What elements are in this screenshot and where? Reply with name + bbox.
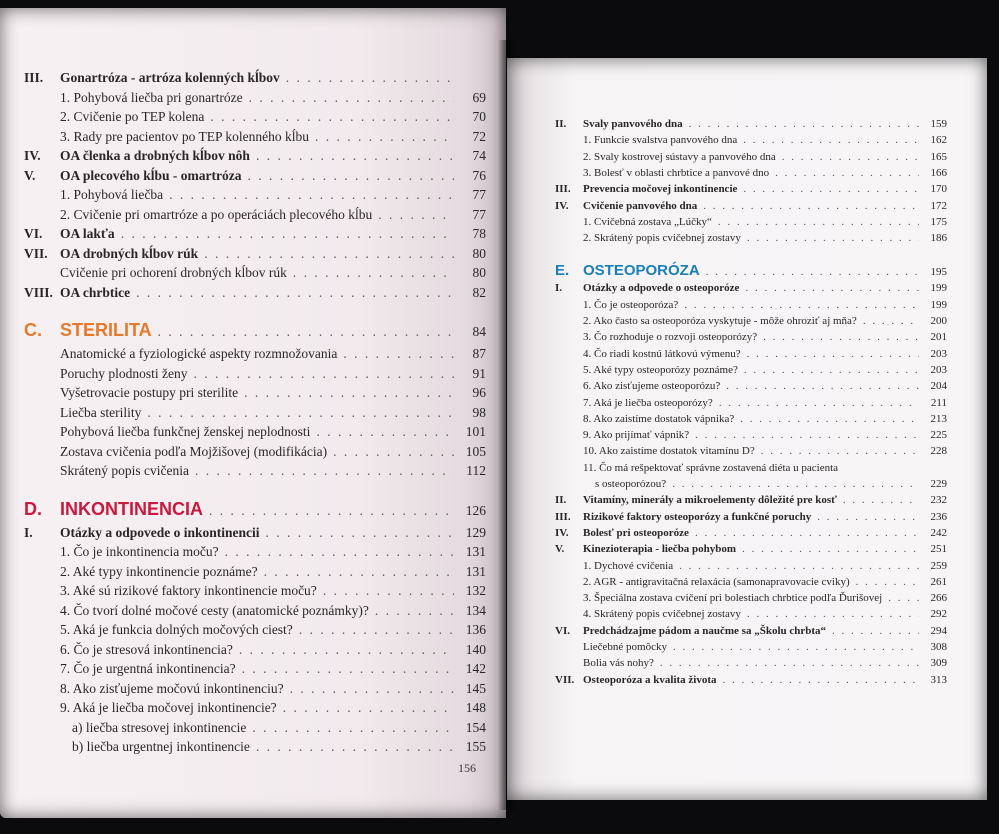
- toc-entry-page: 145: [465, 680, 486, 696]
- toc-leader-dots: [761, 445, 919, 457]
- toc-entry-title: 1. Dychové cvičenia: [583, 559, 674, 572]
- toc-entry: [24, 385, 486, 401]
- toc-entry-title: Cvičenie panvového dna: [583, 199, 698, 212]
- toc-entry-title: STERILITA: [60, 320, 152, 340]
- toc-entry: [24, 499, 486, 520]
- toc-leader-dots: [832, 625, 919, 637]
- toc-entry-page: 126: [465, 502, 486, 518]
- toc-entry: [24, 70, 486, 86]
- toc-leader-dots: [745, 282, 919, 294]
- toc-entry-number: IV.: [555, 526, 569, 539]
- toc-entry: [24, 603, 486, 619]
- toc-entry: [24, 525, 486, 541]
- toc-entry-title: Vitamíny, minerály a mikroelementy dôležité pre kosť: [583, 494, 837, 507]
- toc-entry: [555, 413, 947, 425]
- toc-entry-title: 9. Ako prijímať vápnik?: [583, 429, 690, 442]
- toc-entry-page: 101: [465, 424, 486, 439]
- toc-entry-title: 2. Cvičenie po TEP kolena: [60, 109, 205, 124]
- toc-leader-dots: [863, 315, 919, 327]
- toc-entry-title: 3. Špeciálna zostava cvičení pri bolestiach chrbtice podľa Ďurišovej: [583, 592, 883, 605]
- toc-leader-dots: [742, 543, 919, 555]
- toc-entry-title: 1. Čo je osteoporóza?: [583, 298, 679, 311]
- toc-entry: [24, 583, 486, 599]
- toc-entry: [24, 129, 486, 145]
- toc-entry-title: Cvičenie pri ochorení drobných kĺbov rúk: [60, 265, 287, 280]
- toc-entry: [555, 151, 947, 163]
- toc-entry: [555, 183, 947, 195]
- toc-entry-page: 229: [930, 478, 947, 490]
- toc-entry-page: 69: [472, 89, 486, 105]
- toc-entry: [24, 90, 486, 106]
- toc-entry: [555, 134, 947, 146]
- toc-entry-number: C.: [24, 320, 42, 340]
- toc-entry-title: 11. Čo má rešpektovať správne zostavená diéta u pacienta: [583, 461, 839, 474]
- toc-entry-title: 8. Ako zisťujeme močovú inkontinenciu?: [60, 680, 284, 696]
- toc-entry: [24, 661, 486, 677]
- toc-entry-title: a) liečba stresovej inkontinencie: [72, 719, 247, 735]
- toc-entry: [555, 397, 947, 409]
- toc-entry-number: V.: [555, 543, 565, 556]
- toc-leader-dots: [256, 148, 454, 164]
- toc-leader-dots: [695, 429, 919, 441]
- toc-entry: [24, 564, 486, 580]
- toc-entry-number: E.: [555, 262, 570, 280]
- toc-entry-number: VIII.: [24, 284, 53, 300]
- toc-entry: [555, 299, 947, 311]
- toc-entry-page: 148: [465, 700, 486, 715]
- toc-entry-number: VI.: [555, 624, 570, 637]
- toc-entry: [555, 560, 947, 572]
- toc-entry: [555, 674, 947, 686]
- toc-leader-dots: [718, 216, 919, 228]
- toc-entry-title: 4. Čo riadi kostnú látkovú výmenu?: [583, 347, 741, 360]
- toc-leader-dots: [242, 661, 454, 677]
- toc-entry-title: INKONTINENCIA: [60, 498, 203, 519]
- toc-entry-page: 74: [472, 148, 486, 163]
- toc-entry-title: 2. Svaly kostrovej sústavy a panvového dna: [583, 150, 776, 163]
- toc-entry-page: 80: [472, 245, 486, 261]
- toc-entry: [555, 232, 947, 244]
- toc-entry-page: 136: [465, 622, 486, 637]
- left-book-page: [0, 8, 506, 818]
- toc-entry-page: 154: [465, 719, 486, 735]
- toc-entry: [24, 207, 486, 223]
- toc-leader-dots: [121, 226, 454, 242]
- toc-entry: [555, 380, 947, 392]
- toc-entry: [24, 622, 486, 638]
- toc-leader-dots: [316, 424, 454, 440]
- toc-entry-title: Pohybová liečba funkčnej ženskej neplodnosti: [60, 424, 311, 439]
- toc-entry: [24, 642, 486, 658]
- toc-entry-title: 7. Aká je liečba osteoporózy?: [583, 396, 713, 409]
- toc-entry-title: 8. Ako zaistíme dostatok vápnika?: [583, 412, 735, 425]
- toc-entry-page: 105: [465, 443, 486, 459]
- toc-entry-title: OA lakťa: [60, 226, 115, 241]
- toc-entry-page: 82: [472, 284, 486, 300]
- toc-leader-dots: [266, 525, 454, 541]
- toc-entry: [555, 462, 947, 474]
- toc-entry-page: 142: [465, 661, 486, 676]
- toc-leader-dots: [158, 324, 454, 340]
- toc-entry-title: 3. Aké sú rizikové faktory inkontinencie moču?: [60, 583, 317, 598]
- toc-leader-dots: [375, 603, 454, 619]
- toc-entry-title: 1. Funkcie svalstva panvového dna: [583, 134, 738, 147]
- toc-leader-dots: [679, 560, 919, 572]
- toc-entry: [555, 167, 947, 179]
- toc-entry: [555, 282, 947, 294]
- toc-entry: [555, 348, 947, 360]
- toc-entry: [555, 331, 947, 343]
- toc-entry-title: 1. Pohybová liečba pri gonartróze: [60, 89, 243, 105]
- toc-entry: [24, 444, 486, 460]
- toc-leader-dots: [286, 70, 454, 86]
- toc-entry-title: Liečebné pomôcky: [583, 641, 667, 653]
- toc-entry-page: 80: [472, 265, 486, 280]
- toc-entry: [24, 109, 486, 125]
- toc-leader-dots: [283, 700, 454, 716]
- toc-entry-title: 4. Čo tvorí dolné močové cesty (anatomické poznámky)?: [60, 602, 369, 618]
- toc-entry: [24, 739, 486, 755]
- toc-leader-dots: [747, 232, 919, 244]
- toc-entry-number: I.: [555, 282, 563, 295]
- toc-leader-dots: [726, 380, 919, 392]
- toc-entry-page: 76: [472, 167, 486, 183]
- toc-entry-page: 70: [472, 109, 486, 124]
- toc-entry-title: 3. Bolesť v oblasti chrbtice a panvové dno: [583, 166, 770, 179]
- toc-entry: [555, 118, 947, 130]
- toc-entry-page: 96: [472, 385, 486, 400]
- toc-entry-number: VII.: [24, 245, 48, 261]
- toc-entry: [555, 216, 947, 228]
- toc-leader-dots: [775, 167, 919, 179]
- toc-entry: [24, 346, 486, 362]
- toc-leader-dots: [169, 187, 454, 203]
- toc-entry: [24, 148, 486, 164]
- toc-leader-dots: [136, 285, 454, 301]
- toc-entry-title: Gonartróza - artróza kolenných kĺbov: [60, 70, 280, 85]
- toc-entry-title: 5. Aké typy osteoporózy poznáme?: [583, 363, 738, 376]
- toc-entry: [24, 463, 486, 479]
- toc-entry-title: b) liečba urgentnej inkontinencie: [72, 739, 250, 754]
- toc-entry-title: 3. Čo rozhoduje o rozvoji osteoporózy?: [583, 331, 758, 344]
- toc-entry-page: 129: [465, 524, 486, 540]
- toc-entry: [24, 424, 486, 440]
- toc-entry: [555, 511, 947, 523]
- toc-entry: [555, 608, 947, 620]
- toc-entry-page: 77: [472, 206, 486, 222]
- toc-entry-title: 10. Ako zaistíme dostatok vitamínu D?: [583, 445, 755, 458]
- toc-leader-dots: [740, 413, 919, 425]
- toc-entry-page: 236: [930, 510, 947, 523]
- toc-entry: [555, 527, 947, 539]
- toc-entry-page: 292: [930, 608, 947, 621]
- toc-entry-title: Skrátený popis cvičenia: [60, 463, 189, 478]
- toc-leader-dots: [209, 503, 454, 519]
- toc-leader-dots: [856, 576, 919, 588]
- toc-entry-title: OSTEOPORÓZA: [583, 262, 700, 280]
- toc-entry-page: 195: [930, 266, 947, 279]
- toc-entry-number: II.: [555, 118, 567, 130]
- toc-entry-page: 201: [930, 331, 947, 344]
- toc-entry: [24, 720, 486, 736]
- toc-leader-dots: [888, 592, 919, 604]
- toc-entry-page: 199: [930, 282, 947, 295]
- toc-entry-title: 1. Cvičebná zostava „Lúčky“: [583, 215, 712, 228]
- toc-leader-dots: [333, 444, 454, 460]
- toc-entry-title: OA plecového kĺbu - omartróza: [60, 167, 242, 183]
- toc-entry-title: 2. Aké typy inkontinencie poznáme?: [60, 563, 258, 579]
- toc-leader-dots: [743, 183, 919, 195]
- toc-leader-dots: [195, 463, 454, 479]
- toc-entry-title: 6. Čo je stresová inkontinencia?: [60, 641, 233, 657]
- toc-entry: [555, 315, 947, 327]
- toc-entry: [555, 543, 947, 555]
- toc-leader-dots: [248, 168, 455, 184]
- toc-entry: [24, 226, 486, 242]
- toc-entry-title: OA členka a drobných kĺbov nôh: [60, 148, 250, 163]
- toc-leader-dots: [703, 200, 919, 212]
- toc-leader-dots: [747, 348, 919, 360]
- toc-entry-page: 261: [930, 575, 947, 588]
- toc-leader-dots: [293, 265, 454, 281]
- toc-entry-page: 131: [465, 544, 486, 559]
- toc-entry-title: Anatomické a fyziologické aspekty rozmnožovania: [60, 346, 338, 361]
- toc-entry-title: Prevencia močovej inkontinencie: [583, 183, 738, 196]
- toc-entry-page: 166: [930, 166, 947, 179]
- toc-entry: [24, 681, 486, 697]
- toc-entry-page: 84: [472, 324, 486, 339]
- toc-entry-page: 199: [930, 298, 947, 311]
- toc-entry: [555, 641, 947, 653]
- toc-entry: [555, 262, 947, 279]
- right-book-page: [507, 58, 987, 800]
- toc-entry-number: V.: [24, 167, 36, 183]
- toc-leader-dots: [225, 544, 454, 560]
- toc-entry-page: 213: [930, 412, 947, 425]
- toc-entry-title: OA drobných kĺbov rúk: [60, 245, 199, 261]
- toc-entry-page: 165: [930, 150, 947, 163]
- toc-trailing-page: 156: [458, 760, 476, 775]
- toc-entry: [555, 592, 947, 604]
- toc-entry-title: 1. Pohybová liečba: [60, 187, 164, 202]
- toc-entry: [555, 429, 947, 441]
- toc-leader-dots: [689, 118, 919, 130]
- toc-entry-number: I.: [24, 524, 33, 540]
- toc-leader-dots: [706, 266, 919, 278]
- toc-entry-title: 4. Skrátený popis cvičebnej zostavy: [583, 608, 741, 621]
- toc-leader-dots: [244, 385, 454, 401]
- toc-entry-page: 140: [465, 641, 486, 657]
- toc-leader-dots: [299, 622, 454, 638]
- toc-entry-number: III.: [555, 183, 571, 196]
- toc-entry: [24, 544, 486, 560]
- toc-entry-number: IV.: [24, 148, 41, 163]
- toc-entry-page: 155: [465, 739, 486, 754]
- toc-entry-page: 309: [930, 657, 947, 670]
- toc-leader-dots: [782, 151, 919, 163]
- toc-entry-title: Poruchy plodnosti ženy: [60, 365, 188, 381]
- toc-entry-page: 266: [930, 592, 947, 605]
- toc-leader-dots: [695, 527, 919, 539]
- toc-entry-page: 242: [930, 526, 947, 539]
- toc-entry-page: 131: [465, 563, 486, 579]
- toc-entry-title: Zostava cvičenia podľa Mojžišovej (modifikácia): [60, 443, 328, 459]
- toc-entry-page: 72: [472, 128, 486, 144]
- toc-entry-title: Predchádzajme pádom a naučme sa „Školu chrbta“: [583, 624, 827, 637]
- toc-leader-dots: [252, 720, 454, 736]
- toc-entry-page: 259: [930, 559, 947, 572]
- toc-entry-title: Bolia vás nohy?: [583, 657, 654, 670]
- toc-entry-title: Svaly panvového dna: [583, 118, 683, 130]
- toc-entry-title: 3. Rady pre pacientov po TEP kolenného kĺbu: [60, 128, 309, 144]
- toc-entry: [24, 285, 486, 301]
- toc-entry-title: 2. Skrátený popis cvičebnej zostavy: [583, 232, 741, 245]
- toc-entry-title: Bolesť pri osteoporóze: [583, 526, 689, 539]
- toc-entry-number: IV.: [555, 199, 569, 212]
- toc-leader-dots: [210, 109, 454, 125]
- toc-entry: [555, 657, 947, 669]
- toc-entry-page: 228: [930, 445, 947, 458]
- toc-entry: [555, 576, 947, 588]
- left-toc: [0, 8, 506, 818]
- toc-leader-dots: [323, 583, 454, 599]
- toc-entry-page: 159: [930, 118, 947, 130]
- toc-entry-page: 200: [930, 315, 947, 327]
- toc-entry-title: 2. Ako často sa osteoporóza vyskytuje - môže ohroziť aj mňa?: [583, 315, 857, 327]
- toc-leader-dots: [194, 366, 455, 382]
- toc-entry-number: VI.: [24, 226, 43, 241]
- toc-leader-dots: [684, 299, 919, 311]
- toc-entry: [24, 187, 486, 203]
- toc-entry: [24, 320, 486, 341]
- toc-entry-title: 7. Čo je urgentná inkontinencia?: [60, 661, 236, 676]
- toc-leader-dots: [660, 657, 919, 669]
- toc-entry-title: 1. Čo je inkontinencia moču?: [60, 544, 219, 559]
- toc-leader-dots: [719, 397, 919, 409]
- toc-entry-title: Liečba sterility: [60, 404, 142, 420]
- toc-leader-dots: [315, 129, 454, 145]
- toc-entry-title: 6. Ako zisťujeme osteoporózu?: [583, 380, 721, 393]
- toc-entry: [24, 405, 486, 421]
- toc-entry: [555, 478, 947, 490]
- toc-entry-title: 2. AGR - antigravitačná relaxácia (samonapravovacie cviky): [583, 575, 850, 588]
- toc-entry-page: 211: [930, 396, 947, 409]
- toc-entry-page: 162: [930, 134, 947, 147]
- toc-entry-page: 78: [472, 226, 486, 241]
- toc-entry-page: 313: [930, 673, 947, 686]
- toc-leader-dots: [672, 478, 919, 490]
- toc-entry-page: 175: [930, 215, 947, 228]
- toc-entry-page: 203: [930, 347, 947, 360]
- toc-entry-title: Kinezioterapia - liečba pohybom: [583, 543, 737, 556]
- toc-entry: [555, 364, 947, 376]
- toc-entry-number: II.: [555, 494, 567, 507]
- toc-entry-page: 132: [465, 583, 486, 598]
- toc-entry-title: 9. Aká je liečba močovej inkontinencie?: [60, 700, 277, 715]
- toc-entry: [24, 246, 486, 262]
- toc-entry-page: 134: [465, 602, 486, 618]
- toc-leader-dots: [147, 405, 454, 421]
- toc-leader-dots: [290, 681, 454, 697]
- toc-entry-title: Otázky a odpovede o osteoporóze: [583, 282, 740, 295]
- toc-leader-dots: [723, 674, 919, 686]
- toc-entry-number: III.: [555, 510, 571, 523]
- toc-entry: [24, 700, 486, 716]
- toc-entry-page: 172: [930, 199, 947, 212]
- toc-entry: [24, 265, 486, 281]
- toc-entry: [555, 494, 947, 506]
- toc-leader-dots: [744, 364, 919, 376]
- toc-leader-dots: [817, 511, 919, 523]
- toc-entry-page: 203: [930, 363, 947, 376]
- toc-leader-dots: [343, 346, 454, 362]
- toc-leader-dots: [239, 642, 454, 658]
- toc-entry-title: Osteoporóza a kvalita života: [583, 673, 717, 686]
- toc-entry: [24, 366, 486, 382]
- toc-entry-title: 2. Cvičenie pri omartróze a po operáciách plecového kĺbu: [60, 206, 373, 222]
- toc-leader-dots: [673, 641, 919, 653]
- toc-entry-page: 232: [930, 494, 947, 507]
- toc-leader-dots: [378, 207, 454, 223]
- toc-entry-page: 251: [930, 543, 947, 556]
- toc-entry-page: 170: [930, 183, 947, 196]
- toc-leader-dots: [256, 739, 454, 755]
- toc-entry-page: 294: [930, 624, 947, 637]
- toc-entry-number: VII.: [555, 673, 575, 686]
- toc-entry-title: Otázky a odpovede o inkontinencii: [60, 524, 260, 540]
- toc-entry-page: 87: [472, 346, 486, 361]
- toc-leader-dots: [747, 608, 919, 620]
- toc-entry-page: 186: [930, 232, 947, 245]
- toc-entry-title: OA chrbtice: [60, 284, 131, 300]
- toc-entry: [555, 625, 947, 637]
- toc-entry-number: D.: [24, 498, 42, 519]
- toc-entry-page: 308: [930, 641, 947, 653]
- toc-entry-number: III.: [24, 70, 44, 85]
- toc-entry-title: Rizikové faktory osteoporózy a funkčné poruchy: [583, 510, 812, 523]
- toc-entry-page: 91: [472, 365, 486, 381]
- toc-leader-dots: [763, 331, 919, 343]
- toc-leader-dots: [843, 494, 919, 506]
- toc-entry-title: s osteoporózou?: [595, 478, 667, 490]
- toc-entry-page: 204: [930, 380, 947, 393]
- toc-entry: [555, 200, 947, 212]
- toc-entry: [555, 445, 947, 457]
- toc-entry-title: Vyšetrovacie postupy pri sterilite: [60, 385, 239, 400]
- toc-entry: [24, 168, 486, 184]
- toc-entry-title: 5. Aká je funkcia dolných močových ciest?: [60, 622, 293, 637]
- toc-leader-dots: [204, 246, 454, 262]
- toc-entry-page: 225: [930, 429, 947, 442]
- toc-leader-dots: [264, 564, 454, 580]
- toc-leader-dots: [249, 90, 454, 106]
- toc-leader-dots: [743, 134, 919, 146]
- toc-entry-page: 77: [472, 187, 486, 202]
- right-toc: [507, 58, 987, 800]
- toc-entry-page: 112: [466, 463, 486, 478]
- toc-entry-page: 98: [472, 404, 486, 420]
